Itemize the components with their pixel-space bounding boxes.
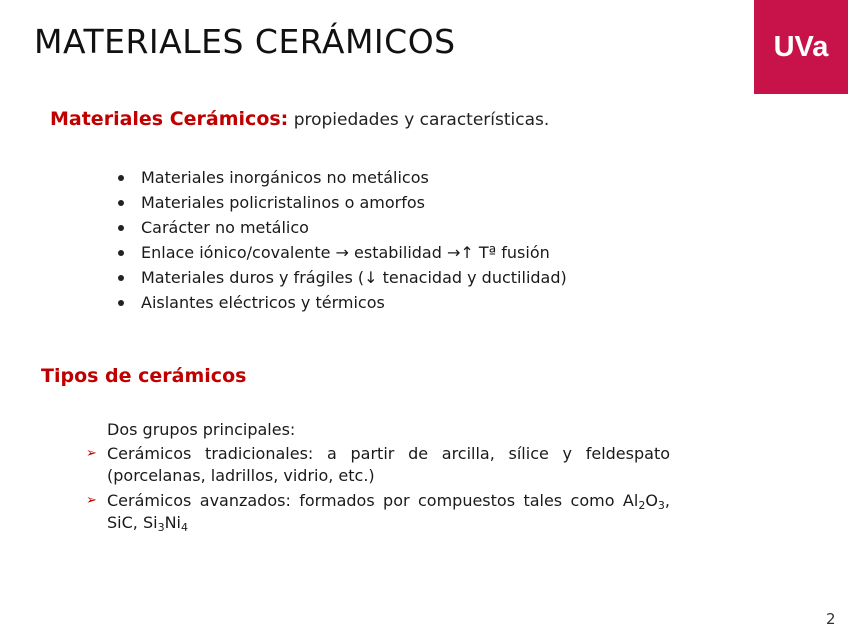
formula-subscript: 3 [157, 521, 165, 534]
section-heading-types: Tipos de cerámicos [41, 365, 247, 387]
properties-list [118, 165, 567, 315]
formula-element: Si [142, 513, 158, 532]
list-item: Carácter no metálico [118, 215, 567, 240]
section-heading-rest: propiedades y características. [293, 110, 550, 130]
types-intro: Dos grupos principales: [107, 420, 296, 439]
formula-al2o3 [623, 491, 665, 510]
arrow-bullet-icon: ➢ [86, 493, 97, 508]
list-item [86, 443, 670, 487]
section-heading-strong: Materiales Cerámicos: [50, 108, 289, 130]
formula-subscript: 4 [180, 521, 188, 534]
formula-element: Al [622, 491, 639, 510]
list-item: Materiales policristalinos o amorfos [118, 190, 567, 215]
uva-logo: UVa [754, 0, 848, 94]
list-item-text: Cerámicos tradicionales: a partir de arcilla, sílice y feldespato (porcelanas, ladrillos, vidrio, etc.) [107, 444, 670, 485]
page-number: 2 [826, 610, 836, 628]
list-item: Aislantes eléctricos y térmicos [118, 290, 567, 315]
arrow-bullet-icon: ➢ [86, 446, 97, 461]
types-list [86, 443, 670, 537]
list-item: Materiales duros y frágiles (↓ tenacidad y ductilidad) [118, 265, 567, 290]
formula-subscript: 2 [638, 499, 646, 512]
formula-element: O [645, 491, 658, 510]
item-separator: , SiC, [107, 491, 670, 532]
formula-subscript: 3 [657, 499, 665, 512]
formula-si3ni4 [143, 513, 188, 532]
list-item-text [107, 490, 670, 534]
section-heading-properties [50, 108, 549, 130]
item-prefix: Cerámicos avanzados: formados por compuestos tales como [107, 491, 623, 510]
slide-title: MATERIALES CERÁMICOS [34, 22, 456, 61]
list-item: Enlace iónico/covalente → estabilidad →↑ Tª fusión [118, 240, 567, 265]
list-item [86, 490, 670, 534]
list-item: Materiales inorgánicos no metálicos [118, 165, 567, 190]
formula-element: Ni [164, 513, 181, 532]
